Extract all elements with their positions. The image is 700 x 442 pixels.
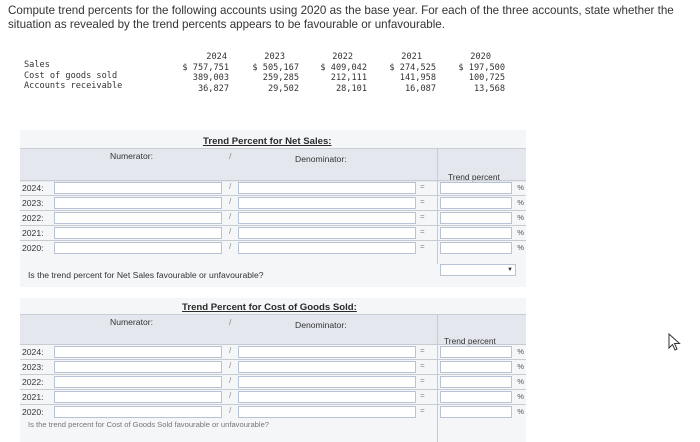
trend-input-2022[interactable]: [440, 212, 512, 224]
denominator-input-2024[interactable]: [238, 182, 416, 194]
numerator-input-2023[interactable]: [54, 197, 222, 209]
year-label: 2024:: [22, 183, 44, 193]
table-row: [20, 240, 526, 255]
year-label: 2023:: [22, 362, 44, 372]
table-row: [20, 225, 526, 240]
year-header: 2022: [332, 52, 353, 62]
table-row: [20, 210, 526, 225]
slash: /: [229, 227, 232, 236]
equals: =: [420, 376, 425, 385]
year-header: 2024: [206, 52, 227, 62]
slash: /: [229, 361, 232, 370]
question-text: Compute trend percents for the following accounts using 2020 as the base year. For each of the three accounts, state whether the situation as revealed by the trend percents appears to be favourable or unfavourable.: [8, 4, 674, 31]
row-label-sales: Sales: [24, 60, 50, 70]
denominator-input-2021[interactable]: [238, 227, 416, 239]
denominator-label: Denominator:: [295, 154, 347, 164]
value-cell: 16,087: [404, 83, 436, 94]
year-label: 2021:: [22, 392, 44, 402]
percent-sign: %: [517, 347, 524, 356]
equals: =: [420, 391, 425, 400]
equals: =: [420, 346, 425, 355]
denominator-input-2020[interactable]: [238, 242, 416, 254]
panel-title: Trend Percent for Cost of Goods Sold:: [182, 302, 357, 313]
year-column-2020: [450, 52, 505, 94]
year-column-2021: [381, 52, 436, 94]
slash: /: [229, 242, 232, 251]
numerator-input-2024[interactable]: [54, 182, 222, 194]
trend-input-2021[interactable]: [440, 391, 512, 403]
percent-sign: %: [517, 392, 524, 401]
trend-input-2023[interactable]: [440, 361, 512, 373]
trend-input-2020[interactable]: [440, 242, 512, 254]
year-column-2023: [244, 52, 299, 94]
denominator-input-2021[interactable]: [238, 391, 416, 403]
table-row: [20, 344, 526, 359]
trend-input-2022[interactable]: [440, 376, 512, 388]
row-label-ar: Accounts receivable: [24, 81, 123, 91]
slash-header: /: [229, 317, 232, 327]
year-label: 2020:: [22, 407, 44, 417]
numerator-input-2021[interactable]: [54, 227, 222, 239]
value-cell: $ 197,500: [458, 62, 505, 73]
numerator-input-2023[interactable]: [54, 361, 222, 373]
year-header: 2020: [470, 52, 491, 62]
equals: =: [420, 197, 425, 206]
favourability-question: Is the trend percent for Net Sales favourable or unfavourable?: [28, 270, 264, 280]
net-sales-panel: [20, 130, 526, 287]
table-row: [20, 404, 526, 419]
table-row: [20, 374, 526, 389]
value-cell: 141,958: [399, 73, 436, 83]
equals: =: [420, 242, 425, 251]
value-cell: 389,003: [192, 73, 229, 83]
numerator-input-2020[interactable]: [54, 406, 222, 418]
value-cell: 212,111: [330, 73, 367, 83]
year-column-2022: [312, 52, 367, 94]
slash-header: /: [229, 151, 232, 161]
year-header: 2023: [264, 52, 285, 62]
denominator-input-2023[interactable]: [238, 361, 416, 373]
value-cell: 100,725: [468, 73, 505, 83]
trend-input-2023[interactable]: [440, 197, 512, 209]
numerator-input-2022[interactable]: [54, 376, 222, 388]
equals: =: [420, 182, 425, 191]
equals: =: [420, 406, 425, 415]
percent-sign: %: [517, 377, 524, 386]
equals: =: [420, 227, 425, 236]
value-cell: 36,827: [197, 83, 229, 94]
denominator-input-2022[interactable]: [238, 376, 416, 388]
value-cell: $ 409,042: [320, 62, 367, 73]
denominator-input-2023[interactable]: [238, 197, 416, 209]
denominator-input-2022[interactable]: [238, 212, 416, 224]
percent-sign: %: [517, 407, 524, 416]
value-cell: 29,502: [267, 83, 299, 94]
value-cell: $ 274,525: [389, 62, 436, 73]
mouse-cursor-icon: [668, 333, 682, 353]
year-label: 2023:: [22, 198, 44, 208]
numerator-label: Numerator:: [110, 151, 153, 161]
year-label: 2021:: [22, 228, 44, 238]
numerator-input-2024[interactable]: [54, 346, 222, 358]
trend-percent-header: Trend percent: [444, 336, 496, 346]
slash: /: [229, 391, 232, 400]
denominator-label: Denominator:: [295, 320, 347, 330]
numerator-input-2022[interactable]: [54, 212, 222, 224]
year-header: 2021: [401, 52, 422, 62]
equals: =: [420, 361, 425, 370]
year-label: 2020:: [22, 243, 44, 253]
trend-input-2021[interactable]: [440, 227, 512, 239]
table-row: [20, 389, 526, 404]
slash: /: [229, 346, 232, 355]
row-label-cogs: Cost of goods sold: [24, 70, 118, 81]
year-label: 2022:: [22, 213, 44, 223]
slash: /: [229, 212, 232, 221]
numerator-input-2021[interactable]: [54, 391, 222, 403]
favourability-question: Is the trend percent for Cost of Goods Sold favourable or unfavourable?: [28, 420, 270, 429]
denominator-input-2024[interactable]: [238, 346, 416, 358]
chevron-down-icon: ▼: [507, 267, 513, 273]
slash: /: [229, 197, 232, 206]
trend-percent-header: Trend percent: [448, 172, 500, 182]
percent-sign: %: [517, 243, 524, 252]
percent-sign: %: [517, 228, 524, 237]
percent-sign: %: [517, 362, 524, 371]
value-cell: $ 757,751: [182, 62, 229, 73]
year-label: 2024:: [22, 347, 44, 357]
percent-sign: %: [517, 213, 524, 222]
value-cell: 13,568: [473, 83, 505, 94]
table-row: [20, 195, 526, 210]
equals: =: [420, 212, 425, 221]
row-labels: [24, 60, 144, 92]
value-cell: 28,101: [335, 83, 367, 94]
table-row: [20, 180, 526, 195]
slash: /: [229, 406, 232, 415]
percent-sign: %: [517, 198, 524, 207]
slash: /: [229, 182, 232, 191]
year-label: 2022:: [22, 377, 44, 387]
panel-title: Trend Percent for Net Sales:: [203, 136, 332, 147]
slash: /: [229, 376, 232, 385]
trend-input-2020[interactable]: [440, 406, 512, 418]
numerator-input-2020[interactable]: [54, 242, 222, 254]
trend-input-2024[interactable]: [440, 346, 512, 358]
numerator-label: Numerator:: [110, 317, 153, 327]
value-cell: $ 505,167: [252, 62, 299, 73]
percent-sign: %: [517, 183, 524, 192]
cogs-panel: [20, 298, 526, 442]
favourability-dropdown[interactable]: [440, 264, 516, 276]
denominator-input-2020[interactable]: [238, 406, 416, 418]
trend-input-2024[interactable]: [440, 182, 512, 194]
value-cell: 259,285: [262, 73, 299, 83]
year-column-2024: [174, 52, 229, 94]
table-row: [20, 359, 526, 374]
